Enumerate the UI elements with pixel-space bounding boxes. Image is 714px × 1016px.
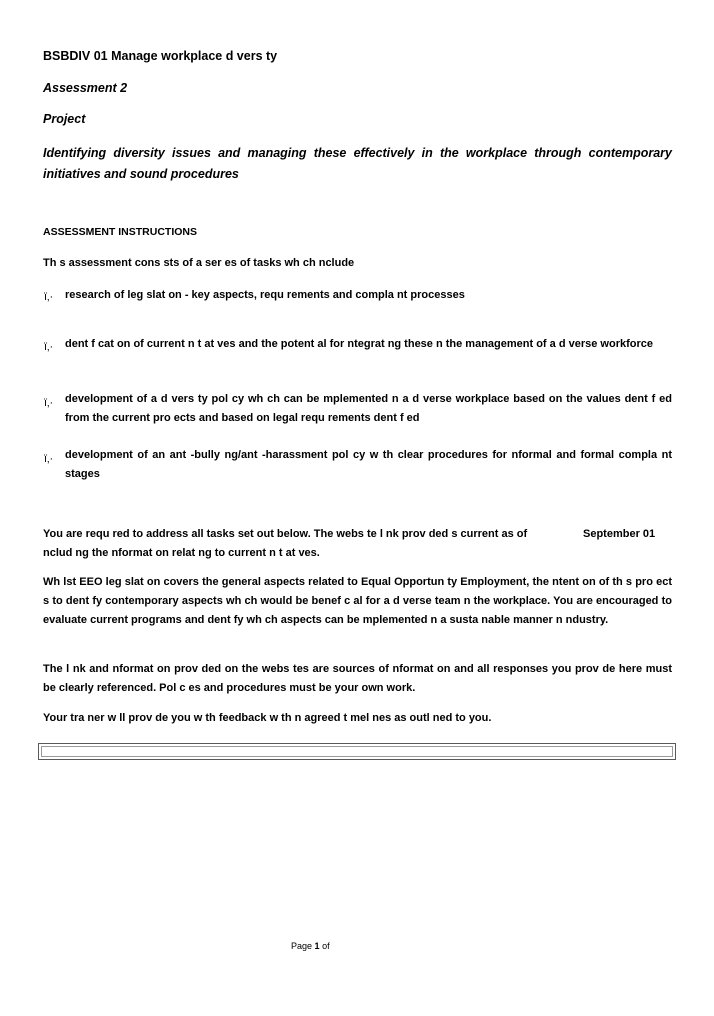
instructions-intro: Th s assessment cons sts of a ser es of tasks wh ch nclude bbox=[43, 257, 355, 269]
course-line: BSBDIV 01 Manage workplace d vers ty bbox=[43, 49, 278, 63]
footer-page-number: 1 bbox=[314, 941, 320, 951]
current-date: September 01 bbox=[583, 528, 656, 540]
instructions-heading: ASSESSMENT INSTRUCTIONS bbox=[43, 226, 198, 238]
empty-table-box-inner bbox=[41, 746, 673, 757]
footer-of-label: of bbox=[322, 941, 330, 951]
paragraph-eeo: Wh lst EEO leg slat on covers the general aspects related to Equal Opportun ty Employment, the ntent on of th s pro ect s to dent fy contemporary aspects wh ch would be benef c al for a d verse team n the workplace. You are encouraged to evaluate current programs and dent fy wh ch aspects can be mplemented n a susta nable manner n ndustry. bbox=[43, 576, 672, 626]
footer-page-label: Page bbox=[291, 941, 313, 951]
paragraph-references: The l nk and nformat on prov ded on the webs tes are sources of nformat on and all responses you prov de here must be clearly referenced. Pol c es and procedures must be your own work. bbox=[43, 663, 672, 694]
paragraph-current-link-cont: nclud ng the nformat on relat ng to current n t at ves. bbox=[43, 547, 320, 559]
paragraph-current-link bbox=[43, 525, 672, 563]
paragraph-feedback: Your tra ner w ll prov de you w th feedback w th n agreed t mel nes as outl ned to you. bbox=[43, 712, 492, 724]
project-label: Project bbox=[43, 112, 86, 126]
bullet-glyph: ï‚· bbox=[44, 453, 54, 465]
bullet-text: development of an ant -bully ng/ant -harassment pol cy w th clear procedures for nformal and formal compla nt stages bbox=[65, 449, 672, 480]
paragraph-current-link-main: You are requ red to address all tasks set out below. The webs te l nk prov ded s current as of bbox=[43, 528, 528, 540]
bullet-glyph: ï‚· bbox=[44, 397, 54, 409]
bullet-text: dent f cat on of current n t at ves and the potent al for ntegrat ng these n the management of a d verse workforce bbox=[65, 338, 653, 350]
bullet-text: development of a d vers ty pol cy wh ch can be mplemented n a d verse workplace based on the values dent f ed from the current pro ects and based on legal requ rements dent f ed bbox=[65, 393, 672, 424]
document-title: Identifying diversity issues and managing these effectively in the workplace through contemporary initiatives and sound procedures bbox=[43, 146, 672, 181]
assessment-label: Assessment 2 bbox=[43, 81, 128, 95]
empty-table-box bbox=[38, 743, 676, 760]
bullet-glyph: ï‚· bbox=[44, 291, 54, 303]
bullet-glyph: ï‚· bbox=[44, 341, 54, 353]
bullet-text: research of leg slat on - key aspects, requ rements and compla nt processes bbox=[65, 289, 465, 301]
